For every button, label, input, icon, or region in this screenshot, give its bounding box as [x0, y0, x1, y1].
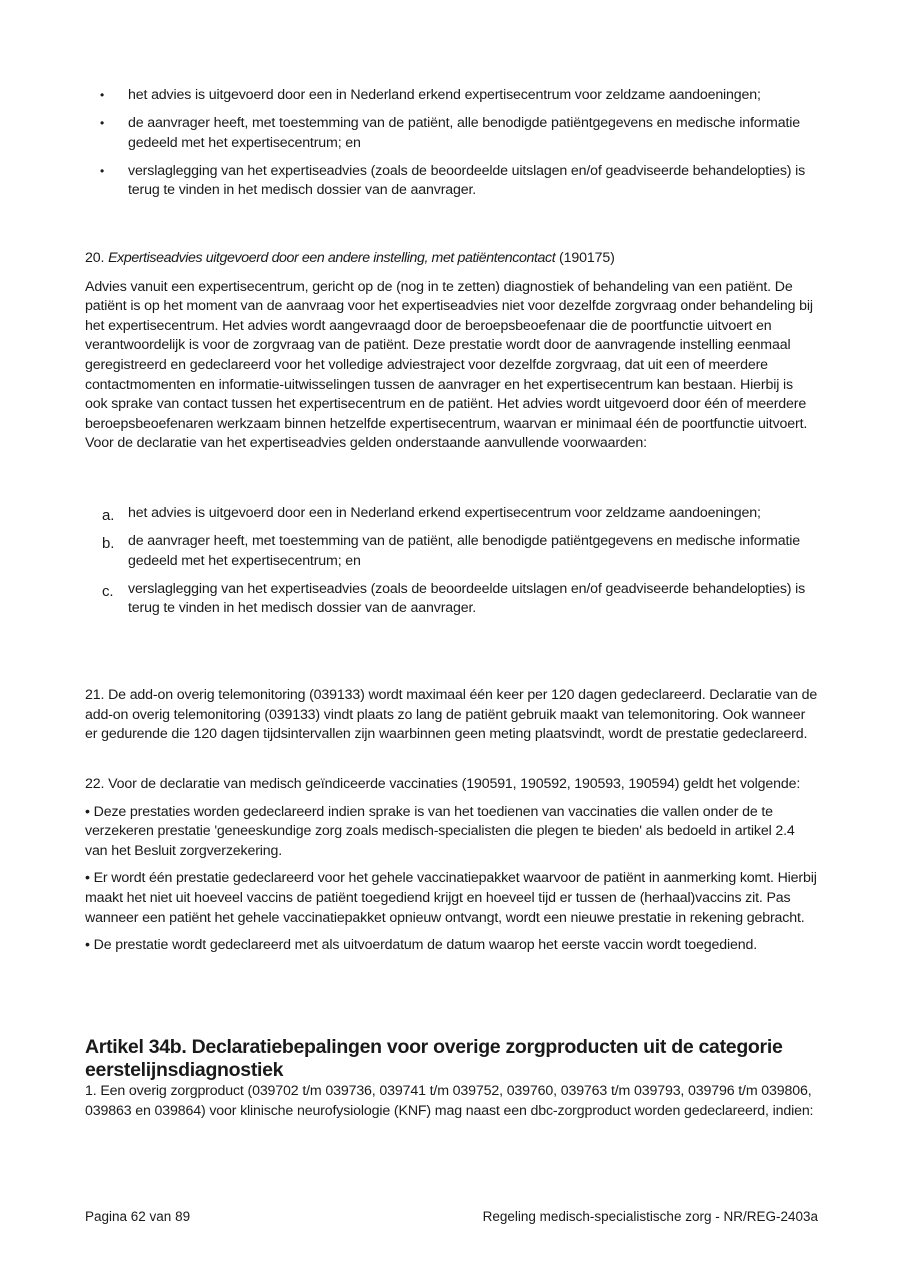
bullet-text: de aanvrager heeft, met toestemming van de patiënt, alle benodigde patiëntgegevens en medische informatie gedeeld met het expertisecentrum; en [128, 115, 800, 151]
list-marker: c. [102, 582, 114, 600]
section-code: (190175) [559, 250, 615, 266]
condition-text: het advies is uitgevoerd door een in Nederland erkend expertisecentrum voor zeldzame aandoeningen; [128, 505, 761, 521]
top-bullet-list [100, 86, 820, 209]
section-number: 20. [85, 250, 105, 266]
article-34b-body [85, 1082, 820, 1129]
section-20-conditions-intro: Voor de declaratie van het expertiseadvies gelden onderstaande aanvullende voorwaarden: [85, 435, 647, 452]
section-22-intro: 22. Voor de declaratie van medisch geïndiceerde vaccinaties (190591, 190592, 190593, 190594) geldt het volgende: [85, 776, 801, 792]
bullet-icon: • [100, 88, 105, 102]
section-22-point: • De prestatie wordt gedeclareerd met als uitvoerdatum de datum waarop het eerste vaccin wordt toegediend. [85, 937, 758, 954]
section-22-point: • Deze prestaties worden gedeclareerd indien sprake is van het toedienen van vaccinaties die vallen onder de te verzekeren prestatie 'geneeskundige zorg zoals medisch-specialisten die plegen te bieden' als bedoeld in artikel 2.4 van het Besluit zorgverzekering. [85, 803, 795, 859]
condition-item [100, 504, 820, 524]
footer-document-title: Regeling medisch-specialistische zorg - NR/REG-2403a [482, 1209, 818, 1224]
article-34b-point-1: 1. Een overig zorgproduct (039702 t/m 039736, 039741 t/m 039752, 039760, 039763 t/m 039793, 039796 t/m 039806, 039863 en 039864) voor klinische neurofysiologie (KNF) mag naast een dbc-zorgproduct worden gedeclareerd, indien: [85, 1083, 814, 1119]
section-20-title [85, 249, 820, 269]
footer-page-number: Pagina 62 van 89 [85, 1209, 191, 1224]
section-20-body: Advies vanuit een expertisecentrum, gericht op de (nog in te zetten) diagnostiek of behandeling van een patiënt. De patiënt is op het moment van de aanvraag voor het expertiseadvies niet voor dezelfde zorgvraag onder behandeling bij het expertisecentrum. Het advies wordt aangevraagd door de beroepsbeoefenaar die de poortfunctie uitvoert en verantwoordelijk is voor de zorgvraag van de patiënt. Deze prestatie wordt door de aanvragende instelling eenmaal geregistreerd en gedeclareerd voor het volledige adviestraject voor dezelfde zorgvraag, dat uit een of meerdere contactmomenten en informatie-uitwisselingen tussen de aanvrager en het expertisecentrum kan bestaan. Hierbij is ook sprake van contact tussen het expertisecentrum en de patiënt. Het advies wordt uitgevoerd door één of meerdere beroepsbeoefenaren werkzaam binnen hetzelfde expertisecentrum, waarvan er minimaal één de poortfunctie uitvoert. [85, 278, 813, 432]
section-21 [85, 686, 820, 753]
list-marker: b. [102, 535, 115, 553]
section-22-point: • Er wordt één prestatie gedeclareerd voor het gehele vaccinatiepakket waarvoor de patiënt in aanmerking komt. Hierbij maakt het niet uit hoeveel vaccins de patiënt toegediend krijgt en hoeveel tijd er tussen de (herhaal)vaccins zit. Pas wanneer een patiënt het gehele vaccinatiepakket opnieuw ontvangt, wordt een nieuwe prestatie in rekening gebracht. [85, 870, 817, 926]
conditions-list [100, 504, 820, 627]
section-21-text: 21. De add-on overig telemonitoring (039133) wordt maximaal één keer per 120 dagen gedeclareerd. Declaratie van de add-on overig telemonitoring (039133) vindt plaats zo lang de patiënt gebruik maakt van telemonitoring. Ook wanneer er gedurende die 120 dagen tijdsintervallen zijn waarbinnen geen meting plaatsvindt, wordt de prestatie gedeclareerd. [85, 687, 818, 743]
condition-item [100, 532, 820, 571]
section-20 [85, 249, 820, 454]
bullet-item [100, 162, 820, 201]
condition-item [100, 580, 820, 619]
bullet-text: verslaglegging van het expertiseadvies (zoals de beoordeelde uitslagen en/of geadviseerde behandelopties) is terug te vinden in het medisch dossier van de aanvrager. [128, 162, 806, 199]
bullet-icon: • [100, 116, 105, 131]
list-marker: a. [102, 507, 115, 524]
condition-text: de aanvrager heeft, met toestemming van de patiënt, alle benodigde patiëntgegevens en medische informatie gedeeld met het expertisecentrum; en [128, 533, 800, 569]
bullet-item [100, 86, 820, 106]
bullet-text: het advies is uitgevoerd door een in Nederland erkend expertisecentrum voor zeldzame aandoeningen; [128, 87, 761, 103]
bullet-item [100, 114, 820, 153]
article-heading: Artikel 34b. Declaratiebepalingen voor overige zorgproducten uit de categorie eerstelijnsdiagnostiek [85, 1036, 783, 1081]
section-title-italic: Expertiseadvies uitgevoerd door een andere instelling, met patiëntencontact [108, 250, 556, 266]
section-22 [85, 775, 820, 964]
bullet-icon: • [100, 163, 105, 178]
condition-text: verslaglegging van het expertiseadvies (zoals de beoordeelde uitslagen en/of geadviseerde behandelopties) is terug te vinden in het medisch dossier van de aanvrager. [128, 580, 806, 617]
